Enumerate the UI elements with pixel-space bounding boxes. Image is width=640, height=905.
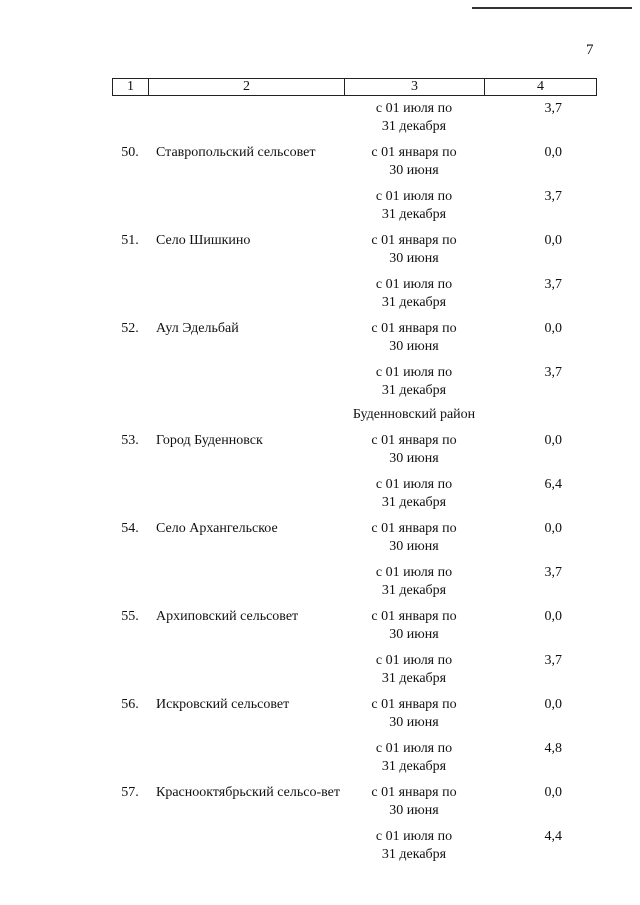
row-number: 54. — [121, 521, 139, 536]
period-line: с 01 января по — [371, 321, 457, 336]
period-line: с 01 июля по — [375, 653, 453, 668]
period-line: с 01 июля по — [375, 277, 453, 292]
period-line: с 01 июля по — [375, 477, 453, 492]
period-line: 30 июня — [389, 339, 439, 354]
period-line: 31 декабря — [381, 583, 447, 598]
settlement-name: Искровский сельсовет — [156, 697, 290, 712]
table-row — [112, 100, 596, 136]
table-row — [112, 276, 596, 312]
value-cell: 0,0 — [544, 321, 562, 336]
settlement-name: Село Шишкино — [156, 233, 251, 248]
period-line: с 01 января по — [371, 145, 457, 160]
value-cell: 0,0 — [544, 609, 562, 624]
settlement-name: Архиповский сельсовет — [156, 609, 299, 624]
period-line: с 01 июля по — [375, 189, 453, 204]
table-row — [112, 828, 596, 864]
row-number: 57. — [121, 785, 139, 800]
period-line: 31 декабря — [381, 295, 447, 310]
table-row — [112, 564, 596, 600]
value-cell: 0,0 — [544, 521, 562, 536]
period-line: 30 июня — [389, 803, 439, 818]
value-cell: 0,0 — [544, 697, 562, 712]
top-rule — [472, 7, 632, 9]
settlements-list-b — [112, 432, 596, 864]
period-line: с 01 июля по — [375, 101, 453, 116]
period-line: 30 июня — [389, 539, 439, 554]
period-line: с 01 января по — [371, 609, 457, 624]
value-cell: 3,7 — [544, 565, 562, 580]
row-number: 52. — [121, 321, 139, 336]
row-number: 56. — [121, 697, 139, 712]
table-row — [112, 188, 596, 224]
settlement-name: Аул Эдельбай — [156, 321, 239, 336]
table-row — [112, 652, 596, 688]
period-line: с 01 января по — [371, 233, 457, 248]
table-row — [112, 432, 596, 468]
period-line: 31 декабря — [381, 759, 447, 774]
table-row — [112, 784, 596, 820]
value-cell: 3,7 — [544, 653, 562, 668]
table-row — [112, 740, 596, 776]
column-header-1: 1 — [113, 79, 149, 96]
table-row — [112, 696, 596, 732]
row-number: 50. — [121, 145, 139, 160]
value-cell: 0,0 — [544, 233, 562, 248]
value-cell: 0,0 — [544, 145, 562, 160]
period-line: с 01 января по — [371, 785, 457, 800]
table-row — [112, 144, 596, 180]
period-line: 30 июня — [389, 163, 439, 178]
table-row — [112, 608, 596, 644]
row-number: 55. — [121, 609, 139, 624]
row-number: 51. — [121, 233, 139, 248]
value-cell: 3,7 — [544, 101, 562, 116]
period-line: 30 июня — [389, 715, 439, 730]
period-line: 31 декабря — [381, 495, 447, 510]
period-line: 31 декабря — [381, 207, 447, 222]
period-line: 31 декабря — [381, 671, 447, 686]
period-line: с 01 января по — [371, 697, 457, 712]
settlement-name: Село Архангельское — [156, 521, 278, 536]
period-line: с 01 июля по — [375, 565, 453, 580]
value-cell: 3,7 — [544, 365, 562, 380]
settlement-name: Ставропольский сельсовет — [156, 145, 316, 160]
settlement-name: Город Буденновск — [156, 433, 263, 448]
value-cell: 0,0 — [544, 785, 562, 800]
value-cell: 3,7 — [544, 277, 562, 292]
row-number: 53. — [121, 433, 139, 448]
table-row — [112, 320, 596, 356]
period-line: с 01 января по — [371, 521, 457, 536]
period-line: 30 июня — [389, 451, 439, 466]
value-cell: 4,8 — [544, 741, 562, 756]
table-row — [112, 476, 596, 512]
district-title: Буденновский район — [352, 407, 476, 422]
table-row — [112, 364, 596, 400]
period-line: 30 июня — [389, 251, 439, 266]
column-header-3: 3 — [345, 79, 485, 96]
table-row — [112, 520, 596, 556]
value-cell: 6,4 — [544, 477, 562, 492]
period-line: 30 июня — [389, 627, 439, 642]
table-row — [112, 232, 596, 268]
column-header-2: 2 — [149, 79, 345, 96]
value-cell: 3,7 — [544, 189, 562, 204]
period-line: 31 декабря — [381, 383, 447, 398]
table-body — [112, 100, 596, 864]
column-header-table — [112, 78, 597, 96]
period-line: 31 декабря — [381, 119, 447, 134]
period-line: с 01 июля по — [375, 741, 453, 756]
period-line: с 01 июля по — [375, 829, 453, 844]
period-line: с 01 января по — [371, 433, 457, 448]
period-line: 31 декабря — [381, 847, 447, 862]
column-header-4: 4 — [485, 79, 597, 96]
page-number: 7 — [586, 42, 594, 58]
value-cell: 4,4 — [544, 829, 562, 844]
period-line: с 01 июля по — [375, 365, 453, 380]
settlements-list-a — [112, 144, 596, 400]
value-cell: 0,0 — [544, 433, 562, 448]
settlement-name: Краснооктябрьский сельсо-вет — [156, 785, 340, 800]
